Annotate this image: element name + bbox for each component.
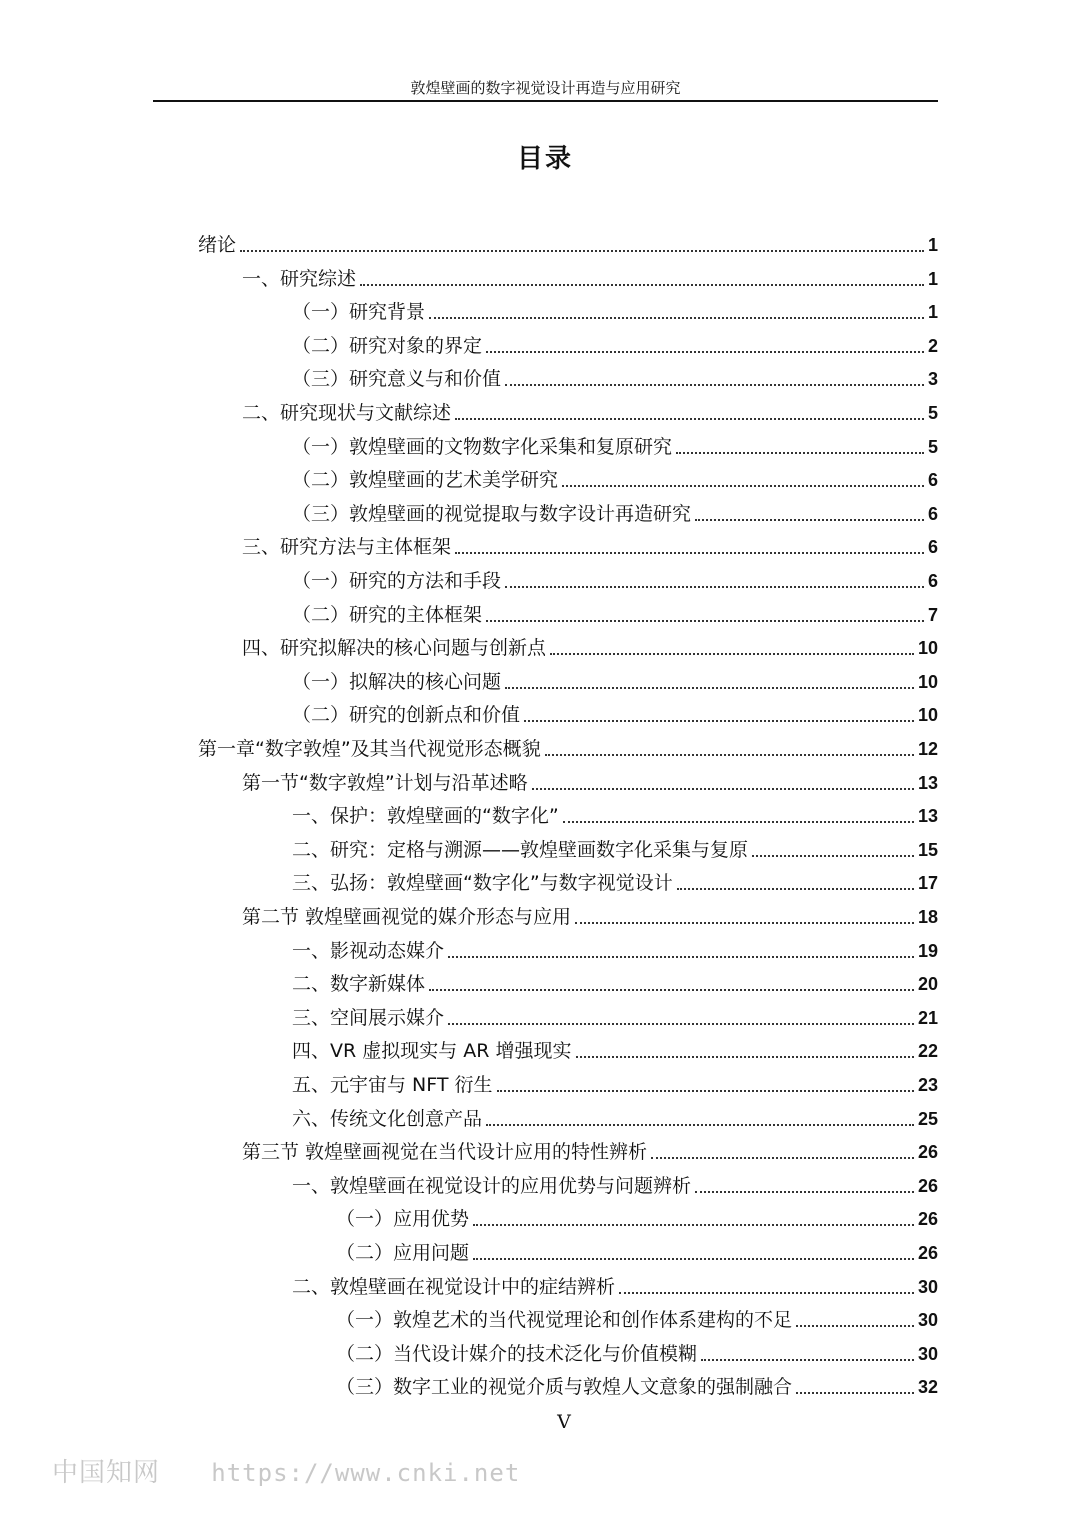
toc-entry-page: 6 <box>927 571 938 591</box>
toc-entry[interactable] <box>198 1200 938 1234</box>
toc-leader-dots <box>651 1157 914 1159</box>
toc-entry-label: 四、研究拟解决的核心问题与创新点 <box>242 637 547 660</box>
toc-leader-dots <box>576 1056 914 1058</box>
toc-entry-label: （一）拟解决的核心问题 <box>292 670 502 693</box>
toc-leader-dots <box>575 922 914 924</box>
toc-entry-page: 12 <box>917 739 938 759</box>
toc-entry-label: （二）研究的主体框架 <box>292 603 483 626</box>
toc-entry-page: 13 <box>917 772 938 793</box>
toc-entry[interactable] <box>198 1167 938 1201</box>
toc-entry-label: （三）敦煌壁画的视觉提取与数字设计再造研究 <box>292 502 692 525</box>
toc-entry-label: 三、弘扬：敦煌壁画“数字化”与数字视觉设计 <box>292 872 673 895</box>
toc-entry-label: 一、保护：敦煌壁画的“数字化” <box>292 805 559 828</box>
toc-entry-page: 5 <box>927 403 938 423</box>
toc-entry[interactable] <box>198 629 938 663</box>
toc-entry[interactable] <box>198 696 938 730</box>
toc-leader-dots <box>360 284 924 286</box>
toc-leader-dots <box>532 788 914 790</box>
toc-entry[interactable] <box>198 360 938 394</box>
toc-leader-dots <box>448 1023 914 1025</box>
toc-leader-dots <box>562 485 924 487</box>
toc-entry-label: 一、敦煌壁画在视觉设计的应用优势与问题辨析 <box>292 1174 692 1197</box>
toc-entry-label: 三、空间展示媒介 <box>292 1006 445 1029</box>
toc-leader-dots <box>448 956 914 958</box>
toc-leader-dots <box>486 1124 914 1126</box>
toc-entry-page: 18 <box>917 907 938 927</box>
toc-leader-dots <box>752 855 914 857</box>
toc-leader-dots <box>505 384 924 386</box>
toc-leader-dots <box>473 1258 914 1260</box>
toc-entry-page: 30 <box>917 1343 938 1364</box>
toc-entry[interactable] <box>198 1234 938 1268</box>
toc-entry-page: 7 <box>927 604 938 625</box>
toc-entry-label: （二）研究对象的界定 <box>292 334 483 357</box>
toc-entry[interactable] <box>198 831 938 865</box>
toc-entry-label: （二）研究的创新点和价值 <box>292 704 521 727</box>
toc-leader-dots <box>486 351 924 353</box>
toc-entry-page: 17 <box>917 873 938 894</box>
toc-entry-label: （三）数字工业的视觉介质与敦煌人文意象的强制融合 <box>336 1376 793 1399</box>
watermark-name: 中国知网 <box>52 1458 161 1488</box>
toc-entry[interactable] <box>198 1268 938 1302</box>
toc-entry[interactable] <box>198 1335 938 1369</box>
toc-entry-page: 1 <box>927 235 938 255</box>
toc-leader-dots <box>701 1359 914 1361</box>
toc-leader-dots <box>676 452 924 454</box>
toc-entry[interactable] <box>198 730 938 764</box>
toc-leader-dots <box>619 1292 914 1294</box>
toc-entry-page: 26 <box>917 1142 938 1163</box>
toc-entry-page: 10 <box>917 638 938 659</box>
toc-entry[interactable] <box>198 394 938 428</box>
toc-entry-page: 13 <box>917 806 938 827</box>
toc-entry-label: 一、研究综述 <box>242 267 357 290</box>
toc-entry[interactable] <box>198 428 938 462</box>
toc-entry-label: （一）敦煌壁画的文物数字化采集和复原研究 <box>292 435 673 458</box>
toc-entry[interactable] <box>198 327 938 361</box>
toc-entry-page: 10 <box>917 671 938 692</box>
toc-entry-label: （二）当代设计媒介的技术泛化与价值模糊 <box>336 1342 698 1365</box>
toc-entry[interactable] <box>198 260 938 294</box>
toc-entry[interactable] <box>198 1066 938 1100</box>
toc-entry-page: 30 <box>917 1310 938 1331</box>
toc-entry-label: （二）应用问题 <box>336 1242 470 1264</box>
toc-leader-dots <box>695 1191 914 1193</box>
header-rule <box>153 100 938 102</box>
toc-leader-dots <box>455 418 924 420</box>
toc-leader-dots <box>677 888 914 890</box>
toc-leader-dots <box>545 754 914 756</box>
toc-leader-dots <box>486 620 924 622</box>
toc-entry-label: （一）敦煌艺术的当代视觉理论和创作体系建构的不足 <box>336 1309 793 1332</box>
toc-entry[interactable] <box>198 293 938 327</box>
running-header: 敦煌壁画的数字视觉设计再造与应用研究 <box>410 79 681 97</box>
toc-entry-label: 第三节 敦煌壁画视觉在当代设计应用的特性辨析 <box>242 1141 648 1164</box>
toc-entry[interactable] <box>198 864 938 898</box>
toc-entry-page: 6 <box>927 537 938 558</box>
toc-entry-label: 一、影视动态媒介 <box>292 939 445 962</box>
toc-leader-dots <box>524 720 914 722</box>
toc-leader-dots <box>240 250 924 252</box>
toc-entry[interactable] <box>198 1301 938 1335</box>
toc-leader-dots <box>505 687 914 689</box>
toc-leader-dots <box>497 1090 914 1092</box>
toc-entry-page: 2 <box>927 335 938 356</box>
toc-entry[interactable] <box>198 764 938 798</box>
toc-entry-label: （一）应用优势 <box>336 1208 470 1231</box>
toc-entry-label: （三）研究意义与和价值 <box>292 368 502 391</box>
toc-leader-dots <box>796 1325 914 1327</box>
toc-entry-page: 20 <box>917 974 938 995</box>
toc-entry-label: 五、元宇宙与 NFT 衍生 <box>292 1074 493 1096</box>
toc-entry-page: 30 <box>917 1276 938 1297</box>
toc-entry-page: 1 <box>927 302 938 323</box>
toc-entry[interactable] <box>198 999 938 1033</box>
toc-entry[interactable] <box>198 461 938 495</box>
toc-entry-label: 二、研究现状与文献综述 <box>242 402 452 424</box>
toc-entry-label: （一）研究的方法和手段 <box>292 570 502 592</box>
watermark-url: https://www.cnki.net <box>211 1459 521 1487</box>
toc-entry-page: 25 <box>917 1108 938 1129</box>
toc-entry-label: 第一节“数字敦煌”计划与沿革述略 <box>242 771 528 794</box>
toc-entry[interactable] <box>198 1100 938 1134</box>
toc-entry[interactable] <box>198 1032 938 1066</box>
toc-leader-dots <box>796 1392 914 1394</box>
toc-entry-page: 10 <box>917 705 938 726</box>
toc-entry-page: 32 <box>917 1377 938 1398</box>
toc-entry[interactable] <box>198 562 938 596</box>
toc-entry-page: 6 <box>927 470 938 491</box>
toc-leader-dots <box>563 821 914 823</box>
toc-leader-dots <box>455 552 924 554</box>
toc-entry-label: 第二节 敦煌壁画视觉的媒介形态与应用 <box>242 906 572 928</box>
toc-entry-page: 21 <box>917 1007 938 1028</box>
toc-leader-dots <box>429 989 914 991</box>
toc-entry-page: 22 <box>917 1041 938 1062</box>
toc-entry-label: 二、研究：定格与溯源——敦煌壁画数字化采集与复原 <box>292 838 749 861</box>
toc-entry-label: 二、数字新媒体 <box>292 973 426 996</box>
toc-entry[interactable] <box>198 797 938 831</box>
toc-entry[interactable] <box>198 898 938 932</box>
page-number: V <box>557 1411 571 1433</box>
toc-entry[interactable] <box>198 596 938 630</box>
toc-entry[interactable] <box>198 1368 938 1402</box>
toc-leader-dots <box>550 653 914 655</box>
toc-leader-dots <box>695 519 924 521</box>
toc-title: 目录 <box>516 144 573 174</box>
toc-entry[interactable] <box>198 932 938 966</box>
toc-entry-page: 26 <box>917 1243 938 1263</box>
toc-entry-page: 26 <box>917 1209 938 1230</box>
toc-leader-dots <box>473 1224 914 1226</box>
toc-entry-label: 二、敦煌壁画在视觉设计中的症结辨析 <box>292 1275 616 1298</box>
toc-entry[interactable] <box>198 663 938 697</box>
toc-entry[interactable] <box>198 965 938 999</box>
toc-entry-page: 23 <box>917 1075 938 1095</box>
toc-leader-dots <box>505 586 924 588</box>
toc-entry[interactable] <box>198 495 938 529</box>
toc-entry-label: （一）研究背景 <box>292 301 426 324</box>
toc-entry-label: 绪论 <box>198 234 237 256</box>
toc-entry-label: 四、VR 虚拟现实与 AR 增强现实 <box>292 1040 572 1063</box>
toc-entry[interactable] <box>198 226 938 260</box>
toc-entry[interactable] <box>198 528 938 562</box>
toc-entry-page: 3 <box>927 369 938 390</box>
toc-entry-label: （二）敦煌壁画的艺术美学研究 <box>292 469 559 492</box>
toc-entry-label: 六、传统文化创意产品 <box>292 1107 483 1130</box>
toc-entry-label: 三、研究方法与主体框架 <box>242 536 452 559</box>
toc-entry[interactable] <box>198 1133 938 1167</box>
toc-entry-label: 第一章“数字敦煌”及其当代视觉形态概貌 <box>198 738 541 760</box>
toc-entry-page: 6 <box>927 503 938 524</box>
toc-entry-page: 26 <box>917 1175 938 1196</box>
toc-entry-page: 15 <box>917 839 938 860</box>
watermark <box>52 1452 520 1489</box>
toc-entry-page: 19 <box>917 940 938 961</box>
toc-entry-page: 5 <box>927 436 938 457</box>
toc-entry-page: 1 <box>927 268 938 289</box>
toc-leader-dots <box>429 317 924 319</box>
